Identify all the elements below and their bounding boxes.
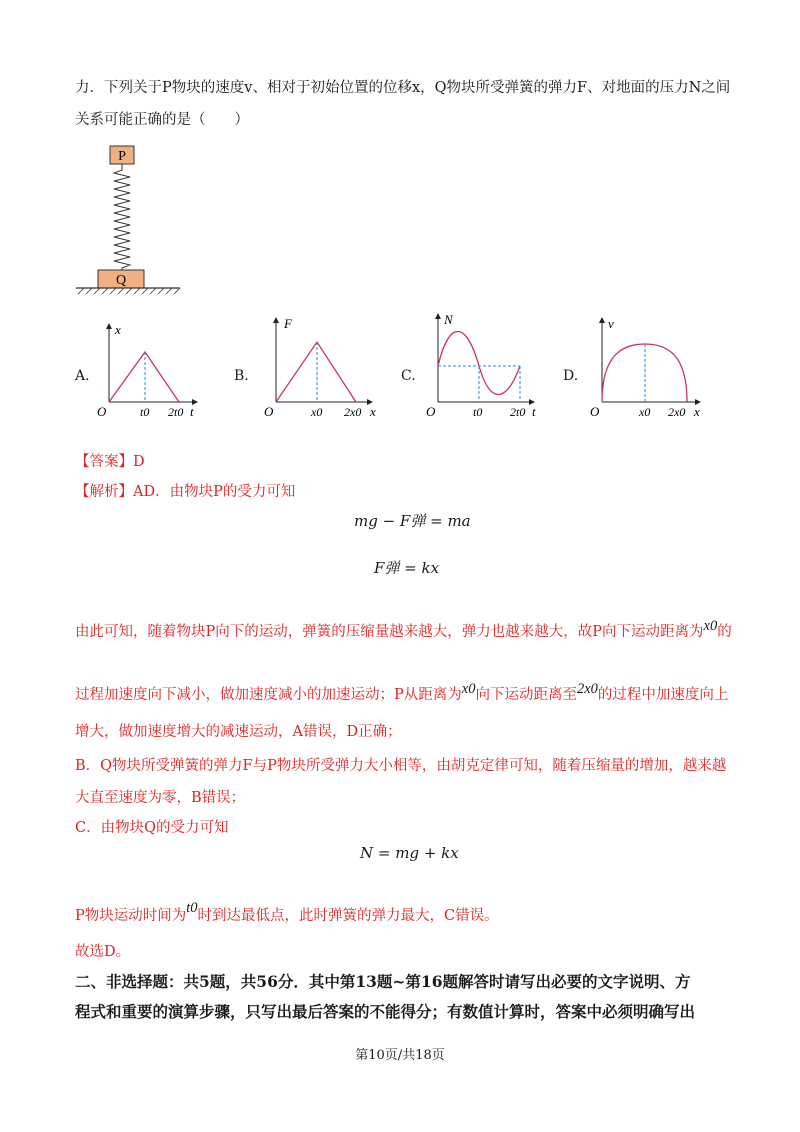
answer-line bbox=[75, 450, 145, 471]
section-2-line-2: 程式和重要的演算步骤，只写出最后答案的不能得分；有数值计算时，答案中必须明确写出 bbox=[75, 1002, 696, 1021]
curve bbox=[602, 344, 687, 402]
analysis-text: 向下运动距离至 bbox=[475, 687, 577, 703]
origin-label: O bbox=[264, 404, 274, 419]
y-axis-arrow bbox=[106, 323, 112, 329]
y-axis-label: v bbox=[608, 316, 614, 331]
origin-label: O bbox=[97, 404, 107, 419]
analysis-conclusion: 故选D。 bbox=[75, 944, 131, 960]
block-p-label: P bbox=[118, 149, 126, 164]
question-line-1: 力．下列关于P物块的速度v、相对于初始位置的位移x，Q物块所受弹簧的弹力F、对地面的压力N之间 bbox=[75, 80, 731, 96]
answer-value: D bbox=[133, 454, 145, 470]
x-axis-label: x bbox=[694, 404, 700, 419]
tick-label-t0: t0 bbox=[140, 405, 150, 419]
curve bbox=[109, 352, 179, 402]
equation-2: F弹 = kx bbox=[374, 559, 440, 577]
tick-label-x0: x0 bbox=[311, 405, 323, 419]
analysis-text: 时到达最低点，此时弹簧的弹力最大，C错误。 bbox=[197, 908, 499, 924]
tick-label-2t0: 2t0 bbox=[510, 405, 526, 419]
option-b-label: B. bbox=[234, 368, 249, 384]
analysis-text: 由此可知，随着物块P向下的运动，弹簧的压缩量越来越大，弹力也越来越大，故P向下运动距离为 bbox=[75, 624, 704, 640]
block-q-label: Q bbox=[115, 273, 127, 288]
tick-label-2x0: 2x0 bbox=[344, 405, 362, 419]
analysis-c-line-1: C．由物块Q的受力可知 bbox=[75, 820, 229, 836]
analysis-paragraph-1-line-1 bbox=[75, 620, 732, 641]
symbol-t0: t0 bbox=[186, 900, 198, 916]
analysis-paragraph-1-line-2 bbox=[75, 683, 728, 704]
section-2-line-1: 二、非选择题：共5题，共56分．其中第13题~第16题解答时请写出必要的文字说明、方 bbox=[75, 972, 691, 991]
ground-hatch bbox=[78, 288, 180, 294]
y-axis-arrow bbox=[273, 317, 279, 323]
graph-c bbox=[424, 308, 544, 424]
option-a-label: A. bbox=[75, 368, 90, 384]
origin-label: O bbox=[426, 404, 436, 419]
analysis-text: 的过程中加速度向上 bbox=[597, 687, 729, 703]
curve bbox=[438, 332, 520, 395]
spring-figure bbox=[70, 140, 190, 300]
tick-label-x0: x0 bbox=[639, 405, 651, 419]
analysis-tag: 【解析】 bbox=[75, 484, 133, 500]
equation-3: N = mg + kx bbox=[360, 844, 459, 862]
y-axis-arrow bbox=[435, 313, 441, 319]
spring-coil bbox=[114, 164, 130, 270]
x-axis-label: t bbox=[190, 404, 194, 419]
symbol-2x0: 2x0 bbox=[576, 681, 598, 697]
question-line-2: 关系可能正确的是（ ） bbox=[75, 112, 249, 128]
analysis-b-line-1: B．Q物块所受弹簧的弹力F与P物块所受弹力大小相等，由胡克定律可知，随着压缩量的增加，越来越 bbox=[75, 758, 727, 774]
analysis-c-line-2 bbox=[75, 900, 499, 925]
x-axis-label: t bbox=[532, 404, 536, 419]
analysis-paragraph-1-line-3: 增大，做加速度增大的减速运动，A错误，D正确； bbox=[75, 724, 402, 740]
graph-d bbox=[588, 312, 708, 424]
tick-label-2x0: 2x0 bbox=[668, 405, 686, 419]
analysis-b-line-2: 大直至速度为零，B错误； bbox=[75, 790, 246, 806]
option-c-label: C. bbox=[401, 368, 416, 384]
analysis-text: 过程加速度向下减小，做加速度减小的加速运动；P从距离为 bbox=[75, 687, 462, 703]
y-axis-label: x bbox=[115, 322, 121, 337]
graph-b bbox=[262, 312, 382, 424]
analysis-intro-line bbox=[75, 480, 295, 501]
y-axis-label: F bbox=[284, 316, 292, 331]
curve bbox=[276, 342, 356, 402]
page-footer: 第10页/共18页 bbox=[355, 1048, 445, 1063]
x-axis-label: x bbox=[370, 404, 376, 419]
graph-a bbox=[95, 318, 205, 424]
origin-label: O bbox=[590, 404, 600, 419]
analysis-intro: AD．由物块P的受力可知 bbox=[133, 484, 296, 500]
tick-label-2t0: 2t0 bbox=[168, 405, 184, 419]
symbol-x0: x0 bbox=[703, 618, 718, 634]
symbol-x0: x0 bbox=[461, 681, 476, 697]
y-axis-label: N bbox=[444, 312, 453, 327]
answer-tag: 【答案】 bbox=[75, 454, 133, 470]
y-axis-arrow bbox=[599, 317, 605, 323]
tick-label-t0: t0 bbox=[473, 405, 483, 419]
analysis-text: P物块运动时间为 bbox=[75, 908, 187, 924]
equation-1: mg − F弹 = ma bbox=[354, 512, 471, 530]
analysis-text: 的 bbox=[717, 624, 732, 640]
option-d-label: D. bbox=[563, 368, 579, 384]
